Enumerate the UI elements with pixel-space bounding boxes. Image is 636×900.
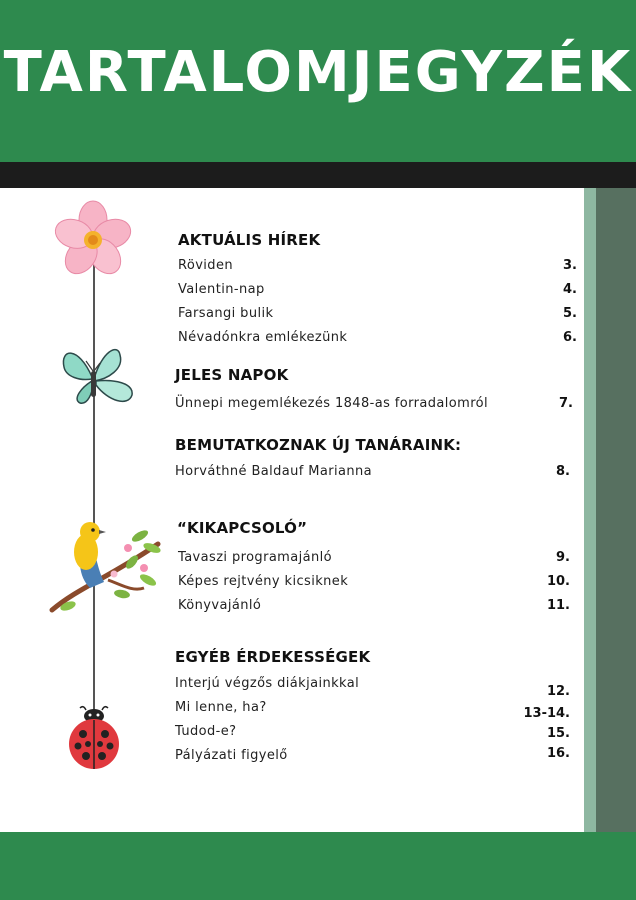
flower-icon xyxy=(52,200,134,280)
toc-entry[interactable]: Farsangi bulik xyxy=(178,306,274,321)
toc-entry[interactable]: Tudod-e? xyxy=(175,724,237,739)
butterfly-icon xyxy=(58,343,136,411)
section-title: “KIKAPCSOLÓ” xyxy=(177,519,308,537)
toc-entry[interactable]: Könyvajánló xyxy=(178,598,262,613)
toc-entry[interactable]: Ünnepi megemlékezés 1848-as forradalomról xyxy=(175,396,489,411)
toc-entry[interactable]: Horváthné Baldauf Marianna xyxy=(175,464,373,479)
header-divider xyxy=(0,162,636,188)
toc-entry[interactable]: Mi lenne, ha? xyxy=(175,700,267,715)
footer-banner xyxy=(0,832,636,900)
toc-page-number: 4. xyxy=(563,282,577,297)
toc-entry[interactable]: Tavaszi programajánló xyxy=(178,550,332,565)
toc-page-number: 5. xyxy=(563,306,577,321)
toc-entry[interactable]: Röviden xyxy=(178,258,233,273)
hanging-string xyxy=(93,262,95,722)
header-banner xyxy=(0,0,636,162)
toc-entry[interactable]: Képes rejtvény kicsiknek xyxy=(178,574,349,589)
section-title: EGYÉB ÉRDEKESSÉGEK xyxy=(175,648,371,666)
toc-page-number: 16. xyxy=(546,746,570,761)
side-stripe-dark xyxy=(596,188,636,836)
toc-page-number: 8. xyxy=(556,464,570,479)
toc-entry[interactable]: Interjú végzős diákjainkkal xyxy=(175,676,360,691)
toc-page-number: 13-14. xyxy=(523,706,570,721)
toc-entry[interactable]: Névadónkra emlékezünk xyxy=(178,330,348,345)
toc-page-number: 10. xyxy=(546,574,570,589)
toc-page-number: 15. xyxy=(546,726,570,741)
section-title: AKTUÁLIS HÍREK xyxy=(178,231,321,249)
toc-entry[interactable]: Valentin-nap xyxy=(178,282,265,297)
toc-page-number: 11. xyxy=(546,598,570,613)
toc-entry[interactable]: Pályázati figyelő xyxy=(175,748,288,763)
side-stripe-light xyxy=(584,188,596,836)
toc-page-number: 6. xyxy=(563,330,577,345)
toc-page-number: 9. xyxy=(556,550,570,565)
ladybug-icon xyxy=(66,704,122,770)
page-title: TARTALOMJEGYZÉK xyxy=(3,40,633,105)
section-title: JELES NAPOK xyxy=(175,366,289,384)
toc-page-number: 7. xyxy=(559,396,573,411)
bird-on-branch-icon xyxy=(48,518,166,616)
section-title: BEMUTATKOZNAK ÚJ TANÁRAINK: xyxy=(175,436,462,454)
toc-page-number: 3. xyxy=(563,258,577,273)
toc-page-number: 12. xyxy=(546,684,570,699)
